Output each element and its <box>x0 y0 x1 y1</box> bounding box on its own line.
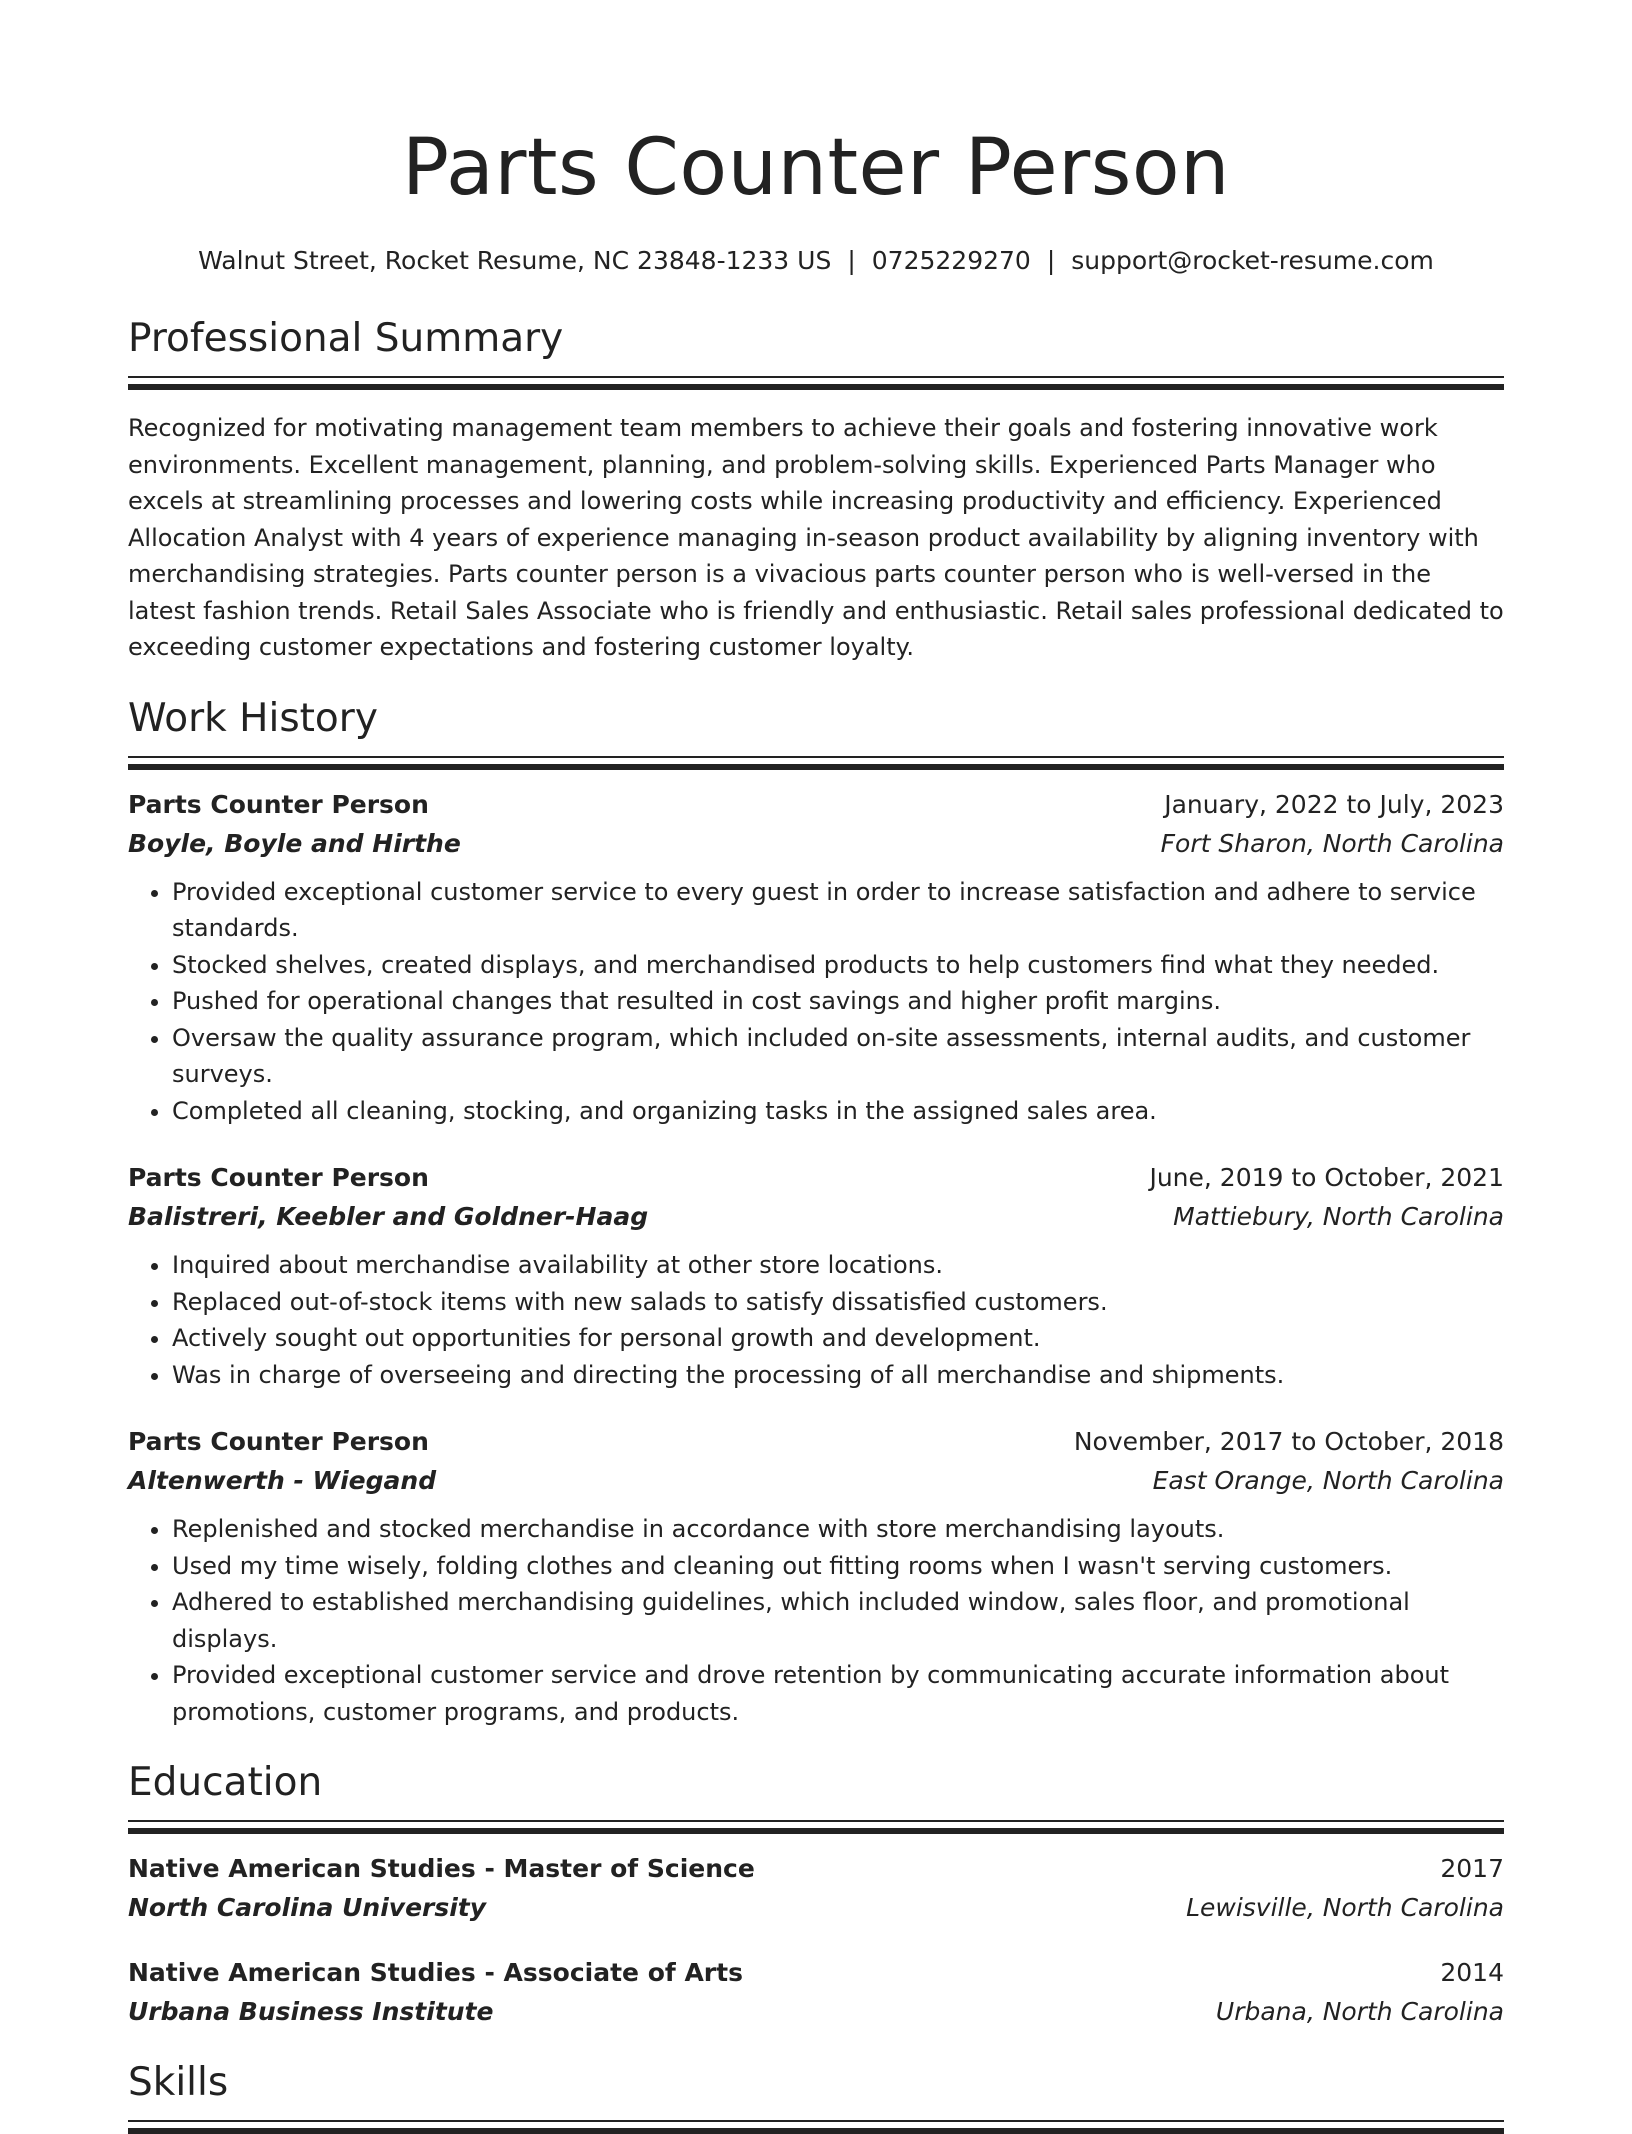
job-entry <box>128 1159 1504 1393</box>
section-rule-thin <box>128 756 1504 758</box>
section-title: Professional Summary <box>128 316 564 361</box>
section-rule-thick <box>128 2128 1504 2134</box>
contact-separator: | <box>1046 246 1056 275</box>
section-rule-thin <box>128 376 1504 378</box>
job-title: Parts Counter Person <box>128 1163 429 1192</box>
section-title: Skills <box>128 2060 229 2105</box>
section-title: Work History <box>128 695 378 741</box>
list-item: • Provided exceptional customer service and drove retention by communicating accurate information about promotions, customer programs, and products. <box>172 1657 1504 1730</box>
education-degree: Native American Studies - Master of Science <box>128 1854 755 1883</box>
section-rule-thick <box>128 1828 1504 1834</box>
list-item: • Provided exceptional customer service to every guest in order to increase satisfaction and adhere to service standards. <box>172 874 1504 947</box>
education-year: 2014 <box>1440 1958 1504 1987</box>
contact-phone: 0725229270 <box>871 246 1031 275</box>
resume-name: Parts Counter Person <box>401 123 1230 213</box>
list-item: • Actively sought out opportunities for personal growth and development. <box>172 1320 1504 1357</box>
education-school: North Carolina University <box>128 1893 487 1922</box>
job-entry <box>128 786 1504 1130</box>
job-bullets <box>128 1511 1504 1730</box>
job-company: Altenwerth - Wiegand <box>128 1466 437 1495</box>
summary-text: Recognized for motivating management team members to achieve their goals and fostering innovative work environments. Excellent management, planning, and problem-solving skills. Experienced Parts Manager who excels at streamlining processes and lowering costs while increasing productivity and efficiency. Experienced Allocation Analyst with 4 years of experience managing in-season product availability by aligning inventory with merchandising strategies. Parts counter person is a vivacious parts counter person who is well-versed in the latest fashion trends. Retail Sales Associate who is friendly and enthusiastic. Retail sales professional dedicated to exceeding customer expectations and fostering customer loyalty. <box>128 414 1504 661</box>
job-dates: June, 2019 to October, 2021 <box>1149 1163 1504 1192</box>
education-school: Urbana Business Institute <box>128 1997 494 2026</box>
contact-address: Walnut Street, Rocket Resume, NC 23848-1233 US <box>198 246 832 275</box>
education-location: Urbana, North Carolina <box>1215 1997 1504 2026</box>
job-dates: January, 2022 to July, 2023 <box>1164 789 1504 819</box>
job-bullets <box>128 874 1504 1130</box>
job-dates: November, 2017 to October, 2018 <box>1073 1427 1504 1456</box>
list-item: • Was in charge of overseeing and directing the processing of all merchandise and shipments. <box>172 1357 1504 1394</box>
section-summary <box>128 314 1504 666</box>
list-item: • Completed all cleaning, stocking, and organizing tasks in the assigned sales area. <box>172 1093 1504 1130</box>
job-location: Fort Sharon, North Carolina <box>1160 828 1504 858</box>
list-item: • Replaced out-of-stock items with new salads to satisfy dissatisfied customers. <box>172 1284 1504 1321</box>
job-title: Parts Counter Person <box>128 1427 429 1456</box>
section-title: Education <box>128 1760 323 1805</box>
list-item: • Stocked shelves, created displays, and merchandised products to help customers find what they needed. <box>172 947 1504 984</box>
education-entry <box>128 1954 1504 2032</box>
list-item: • Oversaw the quality assurance program, which included on-site assessments, internal audits, and customer surveys. <box>172 1020 1504 1093</box>
section-rule-thick <box>128 764 1504 770</box>
job-location: Mattiebury, North Carolina <box>1173 1202 1504 1231</box>
contact-separator: | <box>847 246 856 275</box>
education-year: 2017 <box>1440 1854 1504 1883</box>
contact-email: support@rocket-resume.com <box>1071 246 1434 275</box>
list-item: • Replenished and stocked merchandise in accordance with store merchandising layouts. <box>172 1511 1504 1548</box>
education-location: Lewisville, North Carolina <box>1186 1893 1504 1922</box>
section-education <box>128 1758 1504 2032</box>
section-rule-thin <box>128 2120 1504 2122</box>
list-item: • Pushed for operational changes that resulted in cost savings and higher profit margins. <box>172 983 1504 1020</box>
job-bullets <box>128 1247 1504 1393</box>
list-item: • Adhered to established merchandising guidelines, which included window, sales floor, and promotional displays. <box>172 1584 1504 1657</box>
job-entry <box>128 1423 1504 1730</box>
job-location: East Orange, North Carolina <box>1152 1466 1504 1495</box>
list-item: • Used my time wisely, folding clothes and cleaning out fitting rooms when I wasn't serving customers. <box>172 1548 1504 1585</box>
list-item: • Inquired about merchandise availability at other store locations. <box>172 1247 1504 1284</box>
section-rule-thin <box>128 1820 1504 1822</box>
job-company: Boyle, Boyle and Hirthe <box>128 828 461 858</box>
section-rule-thick <box>128 384 1504 390</box>
job-company: Balistreri, Keebler and Goldner-Haag <box>128 1202 649 1231</box>
section-work-history <box>128 694 1504 1731</box>
section-skills <box>128 2058 1504 2134</box>
contact-line <box>128 244 1504 278</box>
education-entry <box>128 1850 1504 1928</box>
job-title: Parts Counter Person <box>128 789 429 819</box>
education-degree: Native American Studies - Associate of Arts <box>128 1958 743 1987</box>
